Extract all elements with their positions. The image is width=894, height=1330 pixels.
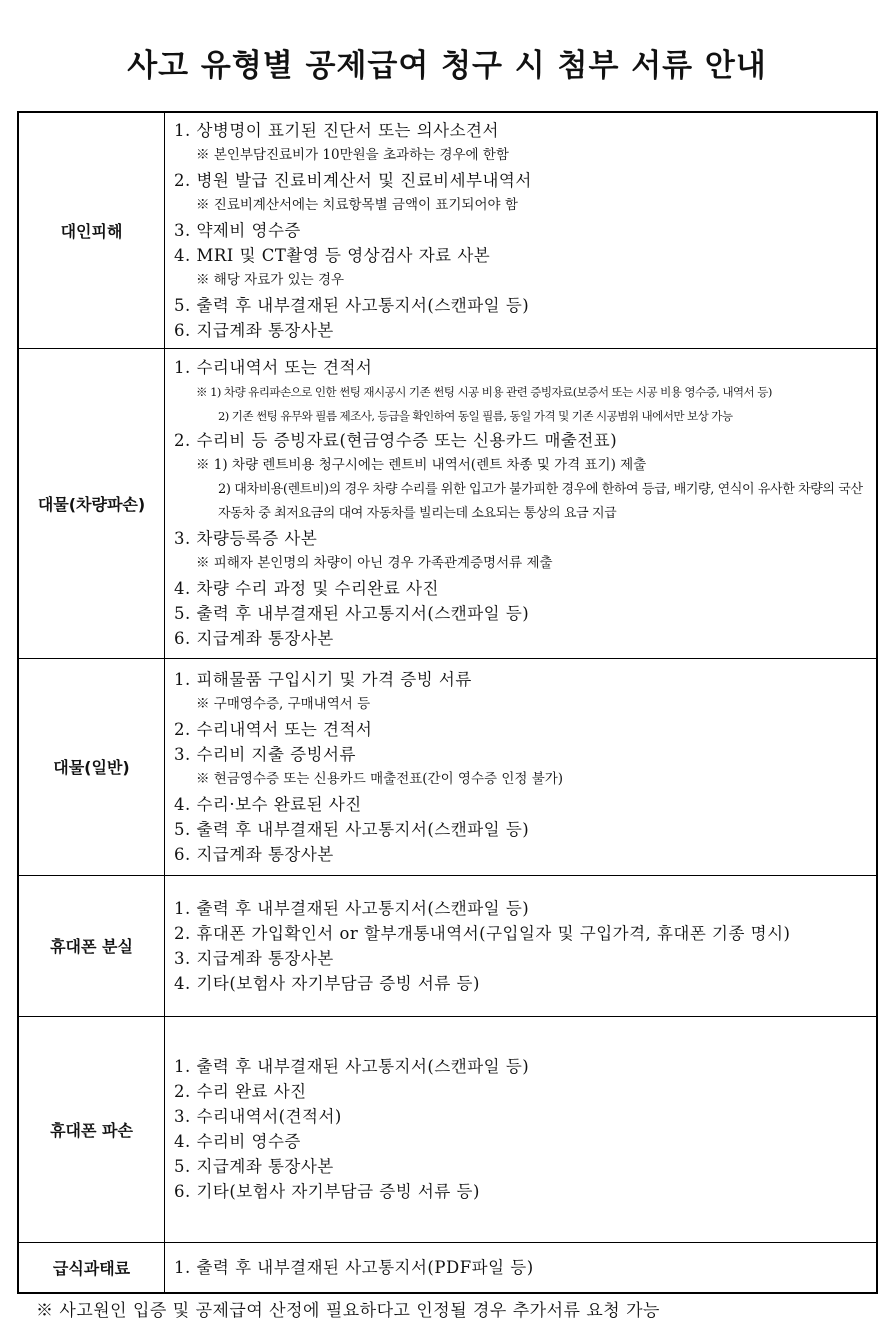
document-item: 5. 지급계좌 통장사본 [174, 1157, 334, 1176]
document-note: ※ 진료비계산서에는 치료항목별 금액이 표기되어야 함 [196, 196, 518, 213]
document-item: 6. 기타(보험사 자기부담금 증빙 서류 등) [174, 1182, 480, 1201]
document-item: 5. 출력 후 내부결재된 사고통지서(스캔파일 등) [174, 819, 530, 839]
section-row-vehicle-damage [18, 348, 877, 658]
document-note: 2) 대차비용(렌트비)의 경우 차량 수리를 위한 입고가 불가피한 경우에 한하여 등급, 배기량, 연식이 유사한 차량의 국산 자동차 중 최저요금의 대여 자동차를 빌리는데 소요되는 통상의 요금 지급 [218, 482, 863, 521]
document-item: 4. MRI 및 CT촬영 등 영상검사 자료 사본 [174, 245, 491, 265]
document-table [17, 111, 878, 1294]
section-document-list [165, 348, 878, 658]
document-item: 4. 차량 수리 과정 및 수리완료 사진 [174, 579, 439, 598]
section-row-phone-lost [18, 875, 877, 1016]
section-row-property-general [18, 658, 877, 875]
document-item: 4. 수리·보수 완료된 사진 [174, 794, 362, 814]
document-item: 3. 수리내역서(견적서) [174, 1107, 342, 1126]
section-category: 휴대폰 파손 [18, 1016, 165, 1242]
page-title: 사고 유형별 공제급여 청구 시 첨부 서류 안내 [127, 48, 767, 84]
document-item: 2. 병원 발급 진료비계산서 및 진료비세부내역서 [174, 170, 532, 190]
document-item: 3. 지급계좌 통장사본 [174, 948, 334, 968]
document-item: 1. 출력 후 내부결재된 사고통지서(PDF파일 등) [174, 1257, 534, 1277]
section-row-phone-broken [18, 1016, 877, 1242]
document-item: 4. 기타(보험사 자기부담금 증빙 서류 등) [174, 973, 480, 993]
document-item: 4. 수리비 영수증 [174, 1132, 301, 1151]
section-category: 급식과태료 [18, 1242, 165, 1293]
section-category: 휴대폰 분실 [18, 875, 165, 1016]
document-note: ※ 1) 차량 렌트비용 청구시에는 렌트비 내역서(렌트 차종 및 가격 표기) 제출 [196, 457, 647, 473]
footnote: ※ 사고원인 입증 및 공제급여 산정에 필요하다고 인정될 경우 추가서류 요청 가능 [36, 1301, 660, 1321]
section-document-list [165, 875, 878, 1016]
document-item: 3. 약제비 영수증 [174, 220, 301, 240]
document-item: 3. 차량등록증 사본 [174, 529, 318, 548]
section-row-meal-fine [18, 1242, 877, 1293]
section-document-list [165, 112, 878, 348]
section-document-list [165, 1242, 878, 1293]
section-row-injury [18, 112, 877, 348]
section-category: 대물(일반) [18, 658, 165, 875]
document-item: 1. 출력 후 내부결재된 사고통지서(스캔파일 등) [174, 898, 530, 918]
document-item: 6. 지급계좌 통장사본 [174, 320, 334, 340]
document-item: 6. 지급계좌 통장사본 [174, 629, 334, 648]
document-item: 1. 수리내역서 또는 견적서 [174, 358, 373, 377]
document-item: 5. 출력 후 내부결재된 사고통지서(스캔파일 등) [174, 604, 530, 623]
document-note: ※ 1) 차량 유리파손으로 인한 썬팅 재시공시 기존 썬팅 시공 비용 관련 증빙자료(보증서 또는 시공 비용 영수증, 내역서 등) [196, 385, 772, 399]
section-document-list [165, 1016, 878, 1242]
document-note: 2) 기존 썬팅 유무와 필름 제조사, 등급을 확인하여 동일 필름, 동일 가격 및 기존 시공범위 내에서만 보상 가능 [218, 409, 733, 423]
document-item: 1. 피해물품 구입시기 및 가격 증빙 서류 [174, 669, 472, 689]
section-category: 대인피해 [18, 112, 165, 348]
section-document-list [165, 658, 878, 875]
document-note: ※ 피해자 본인명의 차량이 아닌 경우 가족관계증명서류 제출 [196, 555, 553, 571]
document-item: 5. 출력 후 내부결재된 사고통지서(스캔파일 등) [174, 295, 530, 315]
document-item: 6. 지급계좌 통장사본 [174, 844, 334, 864]
document-item: 2. 수리 완료 사진 [174, 1082, 307, 1101]
document-item: 2. 수리내역서 또는 견적서 [174, 719, 373, 739]
section-category: 대물(차량파손) [18, 348, 165, 658]
document-item: 1. 출력 후 내부결재된 사고통지서(스캔파일 등) [174, 1057, 530, 1076]
document-note: ※ 현금영수증 또는 신용카드 매출전표(간이 영수증 인정 불가) [196, 770, 564, 787]
document-note: ※ 본인부담진료비가 10만원을 초과하는 경우에 한함 [196, 146, 509, 163]
document-note: ※ 해당 자료가 있는 경우 [196, 271, 345, 288]
document-note: ※ 구매영수증, 구매내역서 등 [196, 695, 371, 712]
document-item: 2. 수리비 등 증빙자료(현금영수증 또는 신용카드 매출전표) [174, 431, 618, 450]
document-item: 3. 수리비 지출 증빙서류 [174, 744, 356, 764]
document-item: 2. 휴대폰 가입확인서 or 할부개통내역서(구입일자 및 구입가격, 휴대폰 기종 명시) [174, 923, 791, 943]
document-item: 1. 상병명이 표기된 진단서 또는 의사소견서 [174, 120, 499, 140]
